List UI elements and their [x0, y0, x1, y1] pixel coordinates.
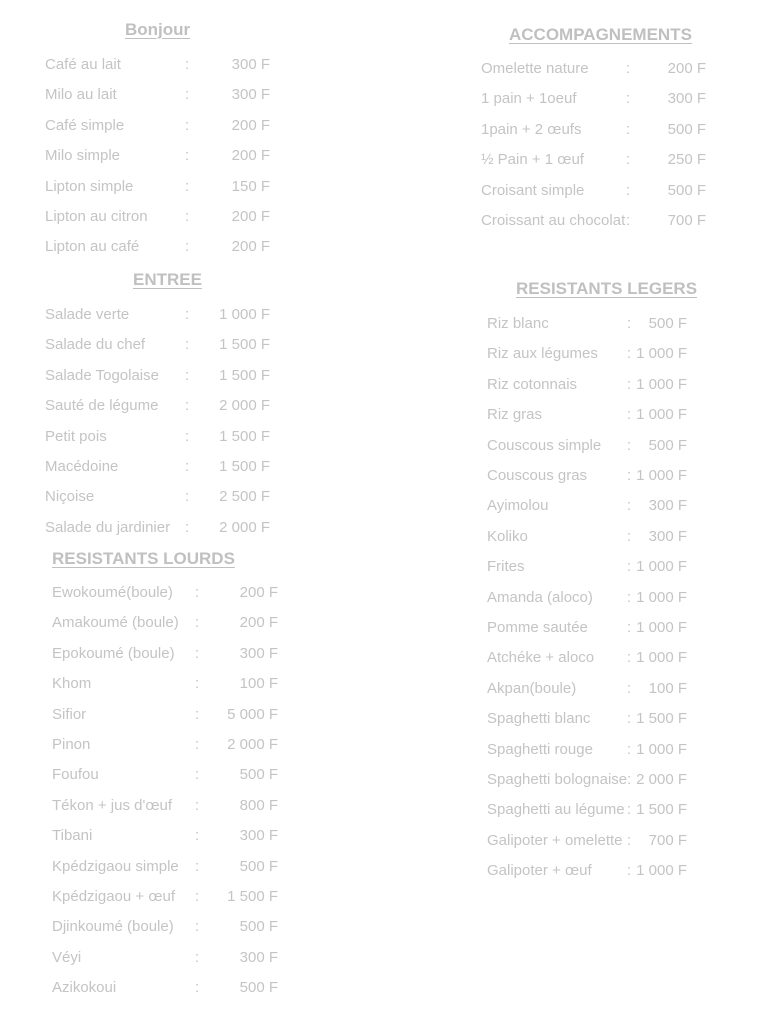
item-name: Amanda (aloco) [487, 588, 593, 606]
menu-item [0, 917, 768, 947]
item-price: 200 F [667, 60, 706, 77]
item-price: 300 F [231, 86, 270, 104]
item-name: Lipton au café [45, 238, 140, 256]
item-name: 1 pain + 1oeuf [481, 90, 577, 108]
menu-item [0, 237, 768, 267]
item-name: Frites [487, 558, 525, 576]
item-price: 500 F [239, 979, 278, 997]
item-separator: : [185, 306, 190, 323]
section-heading: ACCOMPAGNEMENTS [509, 25, 692, 44]
item-name: Atchéke + aloco [487, 649, 595, 667]
menu-item [0, 150, 768, 180]
item-price: 1 000 F [636, 467, 687, 484]
item-name: Sauté de légume [45, 397, 159, 415]
item-separator: : [627, 497, 632, 515]
menu-item [0, 948, 768, 978]
item-price: 1 000 F [636, 740, 687, 758]
item-separator: : [185, 238, 190, 256]
item-name: Salade du chef [45, 336, 146, 354]
item-price: 1 500 F [227, 888, 278, 905]
item-price: 1 500 F [219, 336, 270, 354]
item-separator: : [195, 705, 200, 723]
item-price: 300 F [667, 90, 706, 108]
section-heading: RESISTANTS LOURDS [52, 549, 235, 568]
item-price: 1 000 F [636, 862, 687, 880]
item-price: 500 F [667, 181, 706, 199]
item-name: Kpédzigaou + œuf [52, 888, 175, 905]
item-name: Croisant simple [481, 181, 585, 199]
item-price: 300 F [239, 644, 278, 662]
item-name: Spaghetti au légume [487, 801, 625, 819]
item-price: 500 F [667, 120, 706, 138]
item-price: 2 000 F [219, 518, 270, 536]
item-name: Azikokoui [52, 979, 117, 997]
item-name: Couscous simple [487, 436, 602, 454]
item-name: Café simple [45, 116, 125, 134]
item-separator: : [627, 771, 632, 788]
item-separator: : [626, 120, 631, 138]
item-price: 200 F [239, 614, 278, 632]
item-separator: : [185, 458, 190, 475]
item-price: 200 F [231, 147, 270, 165]
item-price: 300 F [648, 497, 687, 515]
section-heading: ENTREE [133, 270, 202, 289]
item-price: 100 F [239, 675, 278, 693]
item-name: 1pain + 2 œufs [481, 120, 582, 138]
menu-item [0, 527, 768, 557]
item-price: 250 F [667, 151, 706, 169]
item-separator: : [626, 181, 631, 199]
item-name: Croissant au chocolat [481, 212, 626, 229]
item-price: 300 F [239, 948, 278, 966]
item-name: Couscous gras [487, 467, 588, 484]
item-separator: : [185, 366, 190, 384]
item-separator: : [627, 619, 632, 636]
item-separator: : [195, 584, 200, 601]
item-name: Galipoter + œuf [487, 862, 592, 880]
item-separator: : [627, 679, 632, 697]
item-name: Djinkoumé (boule) [52, 918, 174, 936]
item-price: 500 F [648, 436, 687, 454]
item-separator: : [627, 862, 632, 880]
item-price: 1 500 F [219, 458, 270, 475]
item-price: 1 000 F [636, 649, 687, 667]
item-price: 300 F [231, 56, 270, 73]
menu-item [0, 89, 768, 119]
item-price: 1 000 F [219, 306, 270, 323]
item-name: Epokoumé (boule) [52, 644, 175, 662]
menu-item [0, 466, 768, 496]
item-price: 100 F [648, 679, 687, 697]
item-separator: : [185, 56, 190, 73]
item-separator: : [627, 345, 632, 363]
item-price: 1 000 F [636, 375, 687, 393]
item-separator: : [195, 644, 200, 662]
item-price: 200 F [239, 584, 278, 601]
item-price: 200 F [231, 208, 270, 225]
menu-item [0, 770, 768, 800]
item-price: 500 F [239, 918, 278, 936]
item-price: 700 F [667, 212, 706, 229]
menu-item [0, 679, 768, 709]
item-price: 200 F [231, 238, 270, 256]
item-name: Tibani [52, 827, 93, 845]
menu-item [0, 59, 768, 89]
item-name: Kpédzigaou simple [52, 857, 179, 875]
item-separator: : [195, 888, 200, 905]
section-heading: RESISTANTS LEGERS [516, 279, 698, 298]
item-separator: : [627, 649, 632, 667]
item-separator: : [185, 177, 190, 195]
menu-item [0, 496, 768, 526]
item-price: 1 500 F [636, 801, 687, 819]
item-separator: : [195, 918, 200, 936]
menu-item [0, 887, 768, 917]
item-price: 1 000 F [636, 558, 687, 576]
item-price: 5 000 F [227, 705, 278, 723]
item-separator: : [195, 857, 200, 875]
item-price: 300 F [239, 827, 278, 845]
item-price: 500 F [648, 315, 687, 332]
item-name: Riz cotonnais [487, 375, 578, 393]
item-separator: : [627, 558, 632, 576]
item-name: Sifior [52, 705, 87, 723]
item-name: Lipton simple [45, 177, 134, 195]
item-price: 2 000 F [227, 736, 278, 753]
item-price: 150 F [231, 177, 270, 195]
item-separator: : [627, 436, 632, 454]
item-separator: : [627, 710, 632, 728]
item-name: Riz blanc [487, 315, 549, 332]
item-separator: : [627, 740, 632, 758]
item-name: Milo au lait [45, 86, 117, 104]
item-price: 2 000 F [636, 771, 687, 788]
item-separator: : [627, 588, 632, 606]
menu-item [0, 588, 768, 618]
item-price: 2 000 F [219, 397, 270, 415]
item-price: 1 000 F [636, 619, 687, 636]
item-separator: : [626, 90, 631, 108]
item-name: Koliko [487, 527, 528, 545]
item-separator: : [185, 427, 190, 445]
menu-item [0, 740, 768, 770]
menu-item [0, 557, 768, 587]
menu-item [0, 181, 768, 211]
menu-item [0, 861, 768, 891]
item-name: Ayimolou [487, 497, 549, 515]
item-separator: : [185, 336, 190, 354]
menu-item [0, 211, 768, 241]
item-separator: : [185, 208, 190, 225]
item-separator: : [195, 796, 200, 814]
item-name: Amakoumé (boule) [52, 614, 179, 632]
item-price: 800 F [239, 796, 278, 814]
menu-item [0, 978, 768, 1008]
item-price: 2 500 F [219, 488, 270, 506]
item-price: 1 500 F [636, 710, 687, 728]
item-separator: : [627, 406, 632, 424]
item-name: Salade Togolaise [45, 366, 159, 384]
item-name: Spaghetti bolognaise [487, 771, 628, 788]
item-separator: : [185, 147, 190, 165]
item-name: Niçoise [45, 488, 95, 506]
menu-item [0, 120, 768, 150]
item-name: Milo simple [45, 147, 121, 165]
item-price: 1 000 F [636, 588, 687, 606]
section-heading: Bonjour [125, 20, 191, 39]
item-separator: : [626, 212, 631, 229]
item-name: Petit pois [45, 427, 107, 445]
item-separator: : [185, 86, 190, 104]
menu-item [0, 314, 768, 344]
item-name: Riz aux légumes [487, 345, 598, 363]
menu-item [0, 709, 768, 739]
menu-item [0, 375, 768, 405]
item-name: Galipoter + omelette [487, 831, 623, 849]
item-separator: : [195, 948, 200, 966]
item-name: Café au lait [45, 56, 121, 73]
item-name: Khom [52, 675, 92, 693]
item-separator: : [627, 527, 632, 545]
item-price: 500 F [239, 766, 278, 784]
item-separator: : [195, 979, 200, 997]
item-name: Pomme sautée [487, 619, 588, 636]
item-separator: : [627, 831, 632, 849]
menu-item [0, 405, 768, 435]
item-name: Macédoine [45, 458, 119, 475]
item-name: Véyi [52, 948, 82, 966]
item-separator: : [195, 736, 200, 753]
item-price: 1 500 F [219, 427, 270, 445]
menu-item [0, 648, 768, 678]
item-separator: : [185, 397, 190, 415]
item-name: Omelette nature [481, 60, 589, 77]
item-name: Spaghetti blanc [487, 710, 591, 728]
item-separator: : [195, 614, 200, 632]
item-separator: : [627, 315, 632, 332]
item-separator: : [185, 116, 190, 134]
item-separator: : [195, 766, 200, 784]
item-name: Pinon [52, 736, 91, 753]
item-separator: : [185, 518, 190, 536]
menu-item [0, 831, 768, 861]
item-separator: : [626, 60, 631, 77]
item-name: Foufou [52, 766, 99, 784]
menu-item [0, 436, 768, 466]
item-name: Tékon + jus d'œuf [52, 796, 172, 814]
item-name: Akpan(boule) [487, 679, 577, 697]
menu-item [0, 344, 768, 374]
item-separator: : [185, 488, 190, 506]
item-name: Salade du jardinier [45, 518, 171, 536]
item-price: 200 F [231, 116, 270, 134]
item-name: Riz gras [487, 406, 543, 424]
menu-item [0, 800, 768, 830]
item-price: 500 F [239, 857, 278, 875]
item-name: Ewokoumé(boule) [52, 584, 173, 601]
item-separator: : [626, 151, 631, 169]
item-separator: : [627, 375, 632, 393]
item-name: ½ Pain + 1 œuf [481, 151, 584, 169]
item-separator: : [195, 675, 200, 693]
item-name: Salade verte [45, 306, 130, 323]
item-price: 1 000 F [636, 406, 687, 424]
item-name: Lipton au citron [45, 208, 148, 225]
item-separator: : [627, 467, 632, 484]
item-price: 1 500 F [219, 366, 270, 384]
item-price: 300 F [648, 527, 687, 545]
item-price: 1 000 F [636, 345, 687, 363]
item-name: Spaghetti rouge [487, 740, 593, 758]
menu-item [0, 618, 768, 648]
item-separator: : [627, 801, 632, 819]
item-price: 700 F [648, 831, 687, 849]
item-separator: : [195, 827, 200, 845]
